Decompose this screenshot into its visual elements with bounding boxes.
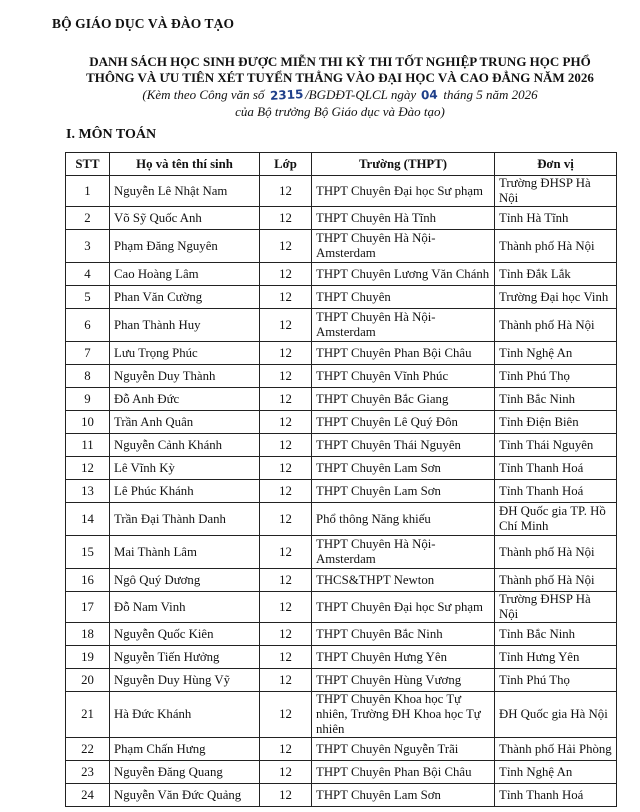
cell-unit: Tỉnh Nghệ An [495, 342, 617, 365]
cell-name: Trần Anh Quân [110, 411, 260, 434]
cell-name: Nguyễn Cảnh Khánh [110, 434, 260, 457]
subtitle-suffix: tháng 5 năm 2026 [443, 87, 538, 102]
cell-stt: 14 [66, 503, 110, 536]
cell-grade: 12 [260, 592, 312, 623]
document-subtitle-line1 [60, 86, 620, 104]
cell-stt: 3 [66, 230, 110, 263]
cell-grade: 12 [260, 309, 312, 342]
table-row [66, 176, 617, 207]
cell-grade: 12 [260, 623, 312, 646]
cell-unit: Tỉnh Thanh Hoá [495, 784, 617, 807]
cell-stt: 10 [66, 411, 110, 434]
table-row [66, 309, 617, 342]
cell-school: THPT Chuyên Lam Sơn [312, 480, 495, 503]
cell-unit: ĐH Quốc gia Hà Nội [495, 692, 617, 738]
table-row [66, 646, 617, 669]
cell-stt: 16 [66, 569, 110, 592]
cell-school: THPT Chuyên Hà Nội-Amsterdam [312, 309, 495, 342]
cell-school: THPT Chuyên Phan Bội Châu [312, 342, 495, 365]
cell-name: Đỗ Anh Đức [110, 388, 260, 411]
cell-name: Hà Đức Khánh [110, 692, 260, 738]
cell-school: THPT Chuyên Lam Sơn [312, 784, 495, 807]
cell-school: THPT Chuyên Hùng Vương [312, 669, 495, 692]
table-row [66, 692, 617, 738]
cell-stt: 21 [66, 692, 110, 738]
cell-name: Lưu Trọng Phúc [110, 342, 260, 365]
cell-name: Lê Vĩnh Kỳ [110, 457, 260, 480]
cell-unit: Tỉnh Bắc Ninh [495, 623, 617, 646]
cell-name: Nguyễn Duy Hùng Vỹ [110, 669, 260, 692]
cell-school: THPT Chuyên Vĩnh Phúc [312, 365, 495, 388]
cell-school: THCS&THPT Newton [312, 569, 495, 592]
cell-stt: 11 [66, 434, 110, 457]
subtitle-prefix: (Kèm theo Công văn số [142, 87, 265, 102]
header-name: Họ và tên thí sinh [110, 153, 260, 176]
cell-stt: 2 [66, 207, 110, 230]
cell-grade: 12 [260, 536, 312, 569]
student-table [65, 152, 617, 807]
table-row [66, 411, 617, 434]
cell-grade: 12 [260, 411, 312, 434]
cell-stt: 1 [66, 176, 110, 207]
cell-school: THPT Chuyên Lê Quý Đôn [312, 411, 495, 434]
cell-stt: 18 [66, 623, 110, 646]
cell-unit: Thành phố Hà Nội [495, 230, 617, 263]
header-school: Trường (THPT) [312, 153, 495, 176]
document-title-line1: DANH SÁCH HỌC SINH ĐƯỢC MIỄN THI KỲ THI TỐT NGHIỆP TRUNG HỌC PHỔ [89, 54, 591, 69]
cell-unit: Tỉnh Hưng Yên [495, 646, 617, 669]
cell-school: THPT Chuyên Nguyễn Trãi [312, 738, 495, 761]
cell-grade: 12 [260, 263, 312, 286]
cell-name: Phạm Chấn Hưng [110, 738, 260, 761]
cell-grade: 12 [260, 286, 312, 309]
header-stt: STT [66, 153, 110, 176]
cell-grade: 12 [260, 176, 312, 207]
table-row [66, 207, 617, 230]
cell-stt: 22 [66, 738, 110, 761]
document-title-line2: THÔNG VÀ ƯU TIÊN XÉT TUYỂN THẲNG VÀO ĐẠI HỌC VÀ CAO ĐẲNG NĂM 2026 [86, 70, 594, 85]
cell-name: Nguyễn Văn Đức Quảng [110, 784, 260, 807]
cell-school: THPT Chuyên Lương Văn Chánh [312, 263, 495, 286]
table-row [66, 388, 617, 411]
cell-name: Mai Thành Lâm [110, 536, 260, 569]
table-row [66, 342, 617, 365]
cell-grade: 12 [260, 207, 312, 230]
cell-grade: 12 [260, 480, 312, 503]
cell-school: THPT Chuyên Đại học Sư phạm [312, 176, 495, 207]
cell-name: Nguyễn Đăng Quang [110, 761, 260, 784]
cell-stt: 8 [66, 365, 110, 388]
cell-stt: 24 [66, 784, 110, 807]
table-row [66, 230, 617, 263]
cell-name: Đỗ Nam Vinh [110, 592, 260, 623]
cell-name: Nguyễn Duy Thành [110, 365, 260, 388]
cell-stt: 19 [66, 646, 110, 669]
cell-school: THPT Chuyên [312, 286, 495, 309]
cell-school: THPT Chuyên Hà Nội-Amsterdam [312, 536, 495, 569]
cell-grade: 12 [260, 388, 312, 411]
cell-grade: 12 [260, 569, 312, 592]
cell-name: Nguyễn Lê Nhật Nam [110, 176, 260, 207]
cell-stt: 6 [66, 309, 110, 342]
cell-grade: 12 [260, 692, 312, 738]
table-row [66, 592, 617, 623]
cell-stt: 4 [66, 263, 110, 286]
cell-unit: Thành phố Hà Nội [495, 536, 617, 569]
cell-name: Phạm Đăng Nguyên [110, 230, 260, 263]
ministry-name: BỘ GIÁO DỤC VÀ ĐÀO TẠO [52, 16, 235, 31]
cell-name: Nguyễn Tiến Hưởng [110, 646, 260, 669]
cell-name: Võ Sỹ Quốc Anh [110, 207, 260, 230]
cell-name: Phan Văn Cường [110, 286, 260, 309]
table-body [66, 176, 617, 807]
cell-stt: 23 [66, 761, 110, 784]
cell-unit: Tỉnh Thái Nguyên [495, 434, 617, 457]
cell-school: THPT Chuyên Hà Nội-Amsterdam [312, 230, 495, 263]
cell-grade: 12 [260, 738, 312, 761]
cell-unit: Tỉnh Phú Thọ [495, 365, 617, 388]
cell-stt: 5 [66, 286, 110, 309]
cell-unit: Tỉnh Thanh Hoá [495, 457, 617, 480]
cell-unit: Tỉnh Điện Biên [495, 411, 617, 434]
cell-school: THPT Chuyên Hà Tĩnh [312, 207, 495, 230]
cell-stt: 12 [66, 457, 110, 480]
table-row [66, 784, 617, 807]
cell-stt: 15 [66, 536, 110, 569]
cell-unit: Thành phố Hà Nội [495, 569, 617, 592]
subtitle-mid: /BGDĐT-QLCL ngày [305, 87, 417, 102]
table-row [66, 286, 617, 309]
table-row [66, 738, 617, 761]
table-row [66, 623, 617, 646]
cell-unit: Thành phố Hải Phòng [495, 738, 617, 761]
handwritten-day: 04 [421, 87, 439, 103]
cell-unit: Trường ĐHSP Hà Nội [495, 176, 617, 207]
table-row [66, 503, 617, 536]
table-row [66, 457, 617, 480]
cell-school: THPT Chuyên Đại học Sư phạm [312, 592, 495, 623]
table-row [66, 263, 617, 286]
cell-school: THPT Chuyên Phan Bội Châu [312, 761, 495, 784]
document-subtitle-line2: của Bộ trưởng Bộ Giáo dục và Đào tạo) [235, 104, 445, 119]
cell-name: Phan Thành Huy [110, 309, 260, 342]
cell-unit: Trường ĐHSP Hà Nội [495, 592, 617, 623]
cell-school: Phổ thông Năng khiếu [312, 503, 495, 536]
cell-school: THPT Chuyên Lam Sơn [312, 457, 495, 480]
cell-name: Nguyễn Quốc Kiên [110, 623, 260, 646]
cell-school: THPT Chuyên Bắc Ninh [312, 623, 495, 646]
header-grade: Lớp [260, 153, 312, 176]
table-row [66, 480, 617, 503]
cell-school: THPT Chuyên Hưng Yên [312, 646, 495, 669]
cell-school: THPT Chuyên Khoa học Tự nhiên, Trường ĐH Khoa học Tự nhiên [312, 692, 495, 738]
section-title: I. MÔN TOÁN [66, 127, 157, 142]
cell-stt: 13 [66, 480, 110, 503]
cell-grade: 12 [260, 784, 312, 807]
cell-name: Ngô Quý Dương [110, 569, 260, 592]
header-unit: Đơn vị [495, 153, 617, 176]
cell-grade: 12 [260, 646, 312, 669]
cell-unit: Tỉnh Đắk Lắk [495, 263, 617, 286]
cell-grade: 12 [260, 365, 312, 388]
cell-grade: 12 [260, 342, 312, 365]
cell-unit: Tỉnh Phú Thọ [495, 669, 617, 692]
handwritten-doc-number: 2315 [269, 87, 304, 103]
table-row [66, 536, 617, 569]
cell-grade: 12 [260, 457, 312, 480]
cell-name: Lê Phúc Khánh [110, 480, 260, 503]
cell-school: THPT Chuyên Bắc Giang [312, 388, 495, 411]
cell-name: Cao Hoàng Lâm [110, 263, 260, 286]
cell-stt: 7 [66, 342, 110, 365]
cell-unit: Trường Đại học Vinh [495, 286, 617, 309]
cell-unit: Thành phố Hà Nội [495, 309, 617, 342]
cell-grade: 12 [260, 230, 312, 263]
table-row [66, 669, 617, 692]
table-row [66, 569, 617, 592]
cell-grade: 12 [260, 434, 312, 457]
cell-stt: 9 [66, 388, 110, 411]
table-header-row [66, 153, 617, 176]
cell-unit: Tỉnh Hà Tĩnh [495, 207, 617, 230]
cell-unit: ĐH Quốc gia TP. Hồ Chí Minh [495, 503, 617, 536]
cell-unit: Tỉnh Nghệ An [495, 761, 617, 784]
cell-name: Trần Đại Thành Danh [110, 503, 260, 536]
cell-stt: 20 [66, 669, 110, 692]
table-row [66, 365, 617, 388]
cell-grade: 12 [260, 503, 312, 536]
cell-stt: 17 [66, 592, 110, 623]
cell-grade: 12 [260, 761, 312, 784]
cell-unit: Tỉnh Bắc Ninh [495, 388, 617, 411]
cell-unit: Tỉnh Thanh Hoá [495, 480, 617, 503]
cell-school: THPT Chuyên Thái Nguyên [312, 434, 495, 457]
table-row [66, 761, 617, 784]
table-row [66, 434, 617, 457]
cell-grade: 12 [260, 669, 312, 692]
